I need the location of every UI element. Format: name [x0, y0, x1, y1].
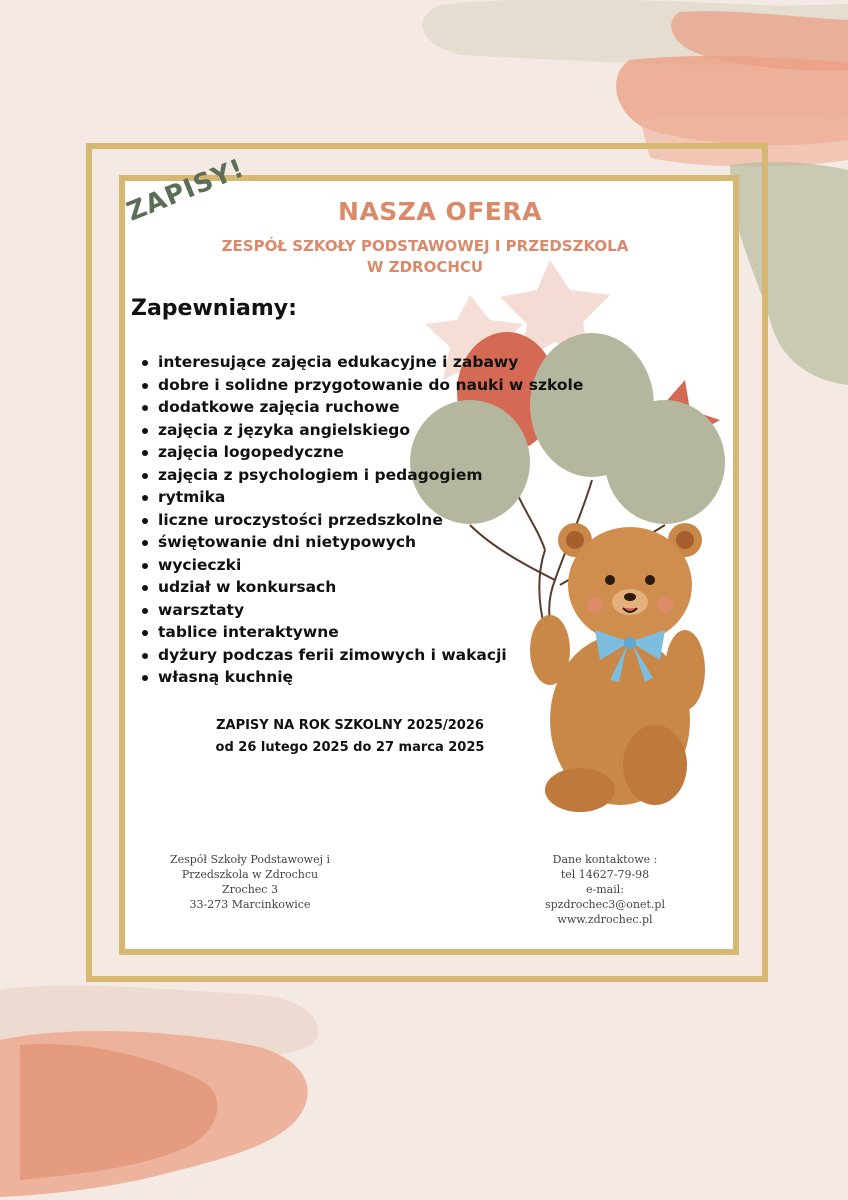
list-item: zajęcia z języka angielskiego: [140, 419, 583, 442]
list-item: dyżury podczas ferii zimowych i wakacji: [140, 644, 583, 667]
enrollment-stamp: ZAPISY!: [122, 153, 249, 228]
page-title: NASZA OFERA: [338, 197, 542, 226]
school-name-line-1: ZESPÓŁ SZKOŁY PODSTAWOWEJ I PRZEDSZKOLA: [221, 237, 629, 255]
enrollment-period: od 26 lutego 2025 do 27 marca 2025: [215, 740, 485, 755]
list-item: interesujące zajęcia edukacyjne i zabawy: [140, 351, 583, 374]
list-item: dodatkowe zajęcia ruchowe: [140, 396, 583, 419]
contact-phone: tel 14627-79-98: [560, 868, 650, 881]
list-item: wycieczki: [140, 554, 583, 577]
school-name-line-2: W ZDROCHCU: [366, 258, 484, 276]
enrollment-year: ZAPISY NA ROK SZKOLNY 2025/2026: [216, 718, 484, 733]
list-item: rytmika: [140, 486, 583, 509]
list-item: liczne uroczystości przedszkolne: [140, 509, 583, 532]
list-item: własną kuchnię: [140, 666, 583, 689]
address-line: Zrochec 3: [222, 883, 278, 896]
list-item: dobre i solidne przygotowanie do nauki w szkole: [140, 374, 583, 397]
offer-heading: Zapewniamy:: [131, 296, 297, 321]
list-item: tablice interaktywne: [140, 621, 583, 644]
contact-details: [530, 852, 680, 927]
address-line: Przedszkola w Zdrochcu: [181, 868, 319, 881]
list-item: udział w konkursach: [140, 576, 583, 599]
offer-list: [140, 351, 583, 689]
list-item: warsztaty: [140, 599, 583, 622]
list-item: zajęcia logopedyczne: [140, 441, 583, 464]
contact-email[interactable]: spzdrochec3@onet.pl: [544, 898, 665, 911]
address-line: Zespół Szkoły Podstawowej i: [169, 853, 331, 866]
contact-heading: Dane kontaktowe :: [552, 853, 658, 866]
list-item: świętowanie dni nietypowych: [140, 531, 583, 554]
watercolor-bottom-left: [0, 985, 330, 1200]
contact-email-label: e-mail:: [586, 883, 624, 896]
list-item: zajęcia z psychologiem i pedagogiem: [140, 464, 583, 487]
school-address: [160, 852, 340, 912]
address-line: 33-273 Marcinkowice: [189, 898, 311, 911]
contact-website[interactable]: www.zdrochec.pl: [557, 913, 653, 926]
